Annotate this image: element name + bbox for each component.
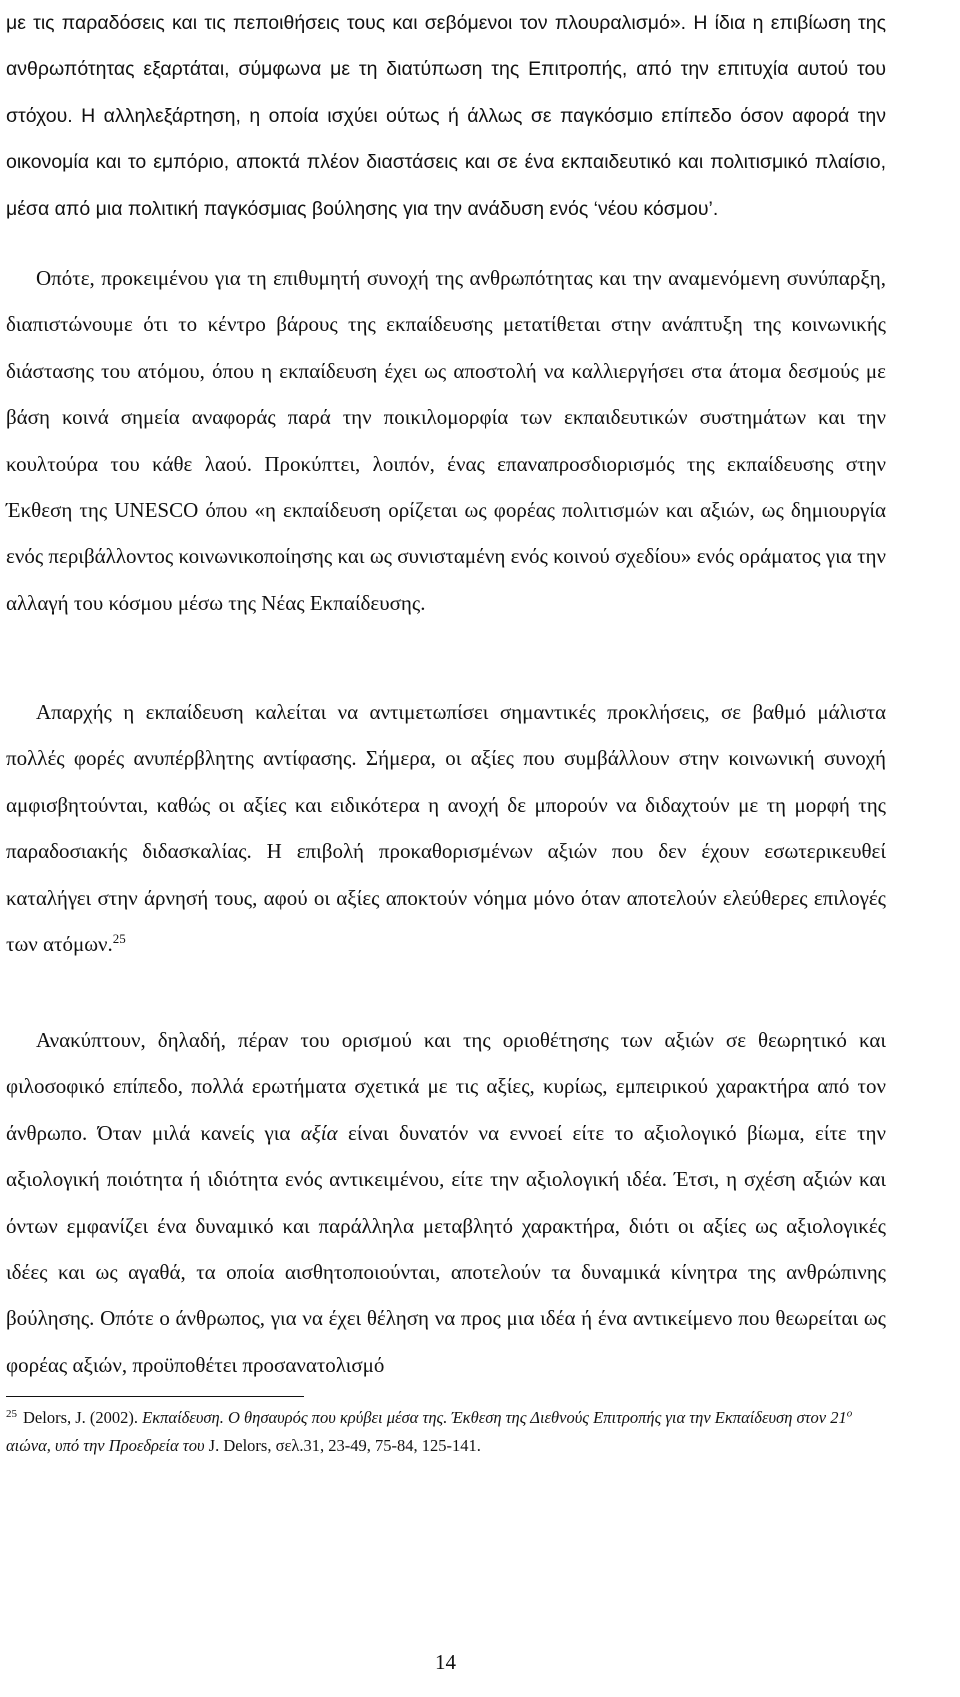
paragraph-3 — [6, 689, 886, 967]
footnote — [6, 1404, 886, 1460]
footnote-author: Delors, J. (2002). — [23, 1408, 143, 1427]
footnote-number: 25 — [6, 1407, 17, 1420]
paragraph-1-text: με τις παραδόσεις και τις πεποιθήσεις τους και σεβόμενοι τον πλουραλισμό». Η ίδια η επιβίωση της ανθρωπότητας εξαρτάται, σύμφωνα με τη διατύπωση της Επιτροπής, από την επιτυχία αυτού του στόχου. Η αλληλεξάρτηση, η οποία ισχύει ούτως ή άλλως σε παγκόσμιο επίπεδο όσον αφορά την οικονομία και το εμπόριο, αποκτά πλέον διαστάσεις και σε ένα εκπαιδευτικό και πολιτισμικό πλαίσιο, μέσα από μια πολιτική παγκόσμιας βούλησης για την ανάδυση ενός ‘νέου κόσμου’. — [6, 12, 886, 220]
paragraph-4 — [6, 1017, 886, 1388]
footnote-title-superscript: ο — [846, 1407, 853, 1420]
paragraph-4-text-end: είναι δυνατόν να εννοεί είτε το αξιολογικό βίωμα, είτε την αξιολογική ποιότητα ή ιδιότητα ενός αντικειμένου, είτε την αξιολογική ιδέα. Έτσι, η σχέση αξιών και όντων εμφανίζει ένα δυναμικό και παράλληλα μεταβλητό χαρακτήρα, διότι οι αξίες ως αξιολογικές ιδέες και ως αγαθά, τα οποία αισθητοποιούνται, αποτελούν τα δυναμικά κίνητρα της ανθρώπινης βούλησης. Οπότε ο άνθρωπος, για να έχει θέληση να προς μια ιδέα ή ένα αντικείμενο που θεωρείται ως φορέας αξιών, προϋποθέτει προσανατολισμό — [6, 1120, 886, 1377]
footnote-title-part-2: αιώνα, υπό την Προεδρεία του — [6, 1436, 205, 1455]
page-number: 14 — [435, 1650, 456, 1674]
footnote-reference[interactable]: 25 — [112, 931, 126, 947]
paragraph-3-text: Απαρχής η εκπαίδευση καλείται να αντιμετωπίσει σημαντικές προκλήσεις, σε βαθμό μάλιστα πολλές φορές ανυπέρβλητης αντίφασης. Σήμερα, οι αξίες που συμβάλλουν στην κοινωνική συνοχή αμφισβητούνται, καθώς οι αξίες και ειδικότερα η ανοχή δε μπορούν να διδαχτούν με τη μορφή της παραδοσιακής διδασκαλίας. Η επιβολή προκαθορισμένων αξιών που δεν έχουν εσωτερικευθεί καταλήγει στην άρνησή τους, αφού οι αξίες αποκτούν νόημα μόνο όταν αποτελούν ελεύθερες επιλογές των ατόμων. — [6, 700, 886, 957]
paragraph-2 — [6, 255, 886, 626]
footnote-rest: J. Delors, σελ.31, 23-49, 75-84, 125-141. — [204, 1436, 481, 1455]
footnote-title-part-1: Εκπαίδευση. Ο θησαυρός που κρύβει μέσα της. Έκθεση της Διεθνούς Επιτροπής για την Εκπαίδευση στον 21 — [142, 1408, 847, 1427]
paragraph-4-emphasis: αξία — [300, 1120, 338, 1145]
paragraph-1 — [6, 0, 886, 232]
footnote-separator — [6, 1396, 304, 1397]
paragraph-2-text: Οπότε, προκειμένου για τη επιθυμητή συνοχή της ανθρωπότητας και την αναμενόμενη συνύπαρξη, διαπιστώνουμε ότι το κέντρο βάρους της εκπαίδευσης μετατίθεται στην ανάπτυξη της κοινωνικής διάστασης του ατόμου, όπου η εκπαίδευση έχει ως αποστολή να καλλιεργήσει στα άτομα δεσμούς με βάση κοινά σημεία αναφοράς παρά την ποικιλομορφία των εκπαιδευτικών συστημάτων και την κουλτούρα του κάθε λαού. Προκύπτει, λοιπόν, ένας επαναπροσδιορισμός της εκπαίδευσης στην Έκθεση της UNESCO όπου «η εκπαίδευση ορίζεται ως φορέας πολιτισμών και αξιών, ως δημιουργία ενός περιβάλλοντος κοινωνικοποίησης και ως συνισταμένη ενός κοινού σχεδίου» ενός οράματος για την αλλαγή του κόσμου μέσω της Νέας Εκπαίδευσης. — [6, 266, 886, 615]
paragraph-4-text-start: Ανακύπτουν, δηλαδή, πέραν του ορισμού και της οριοθέτησης των αξιών σε θεωρητικό και φιλοσοφικό επίπεδο, πολλά ερωτήματα σχετικά με τις αξίες, κυρίως, εμπειρικού χαρακτήρα από τον άνθρωπο. Όταν μιλά κανείς για — [6, 1028, 886, 1145]
